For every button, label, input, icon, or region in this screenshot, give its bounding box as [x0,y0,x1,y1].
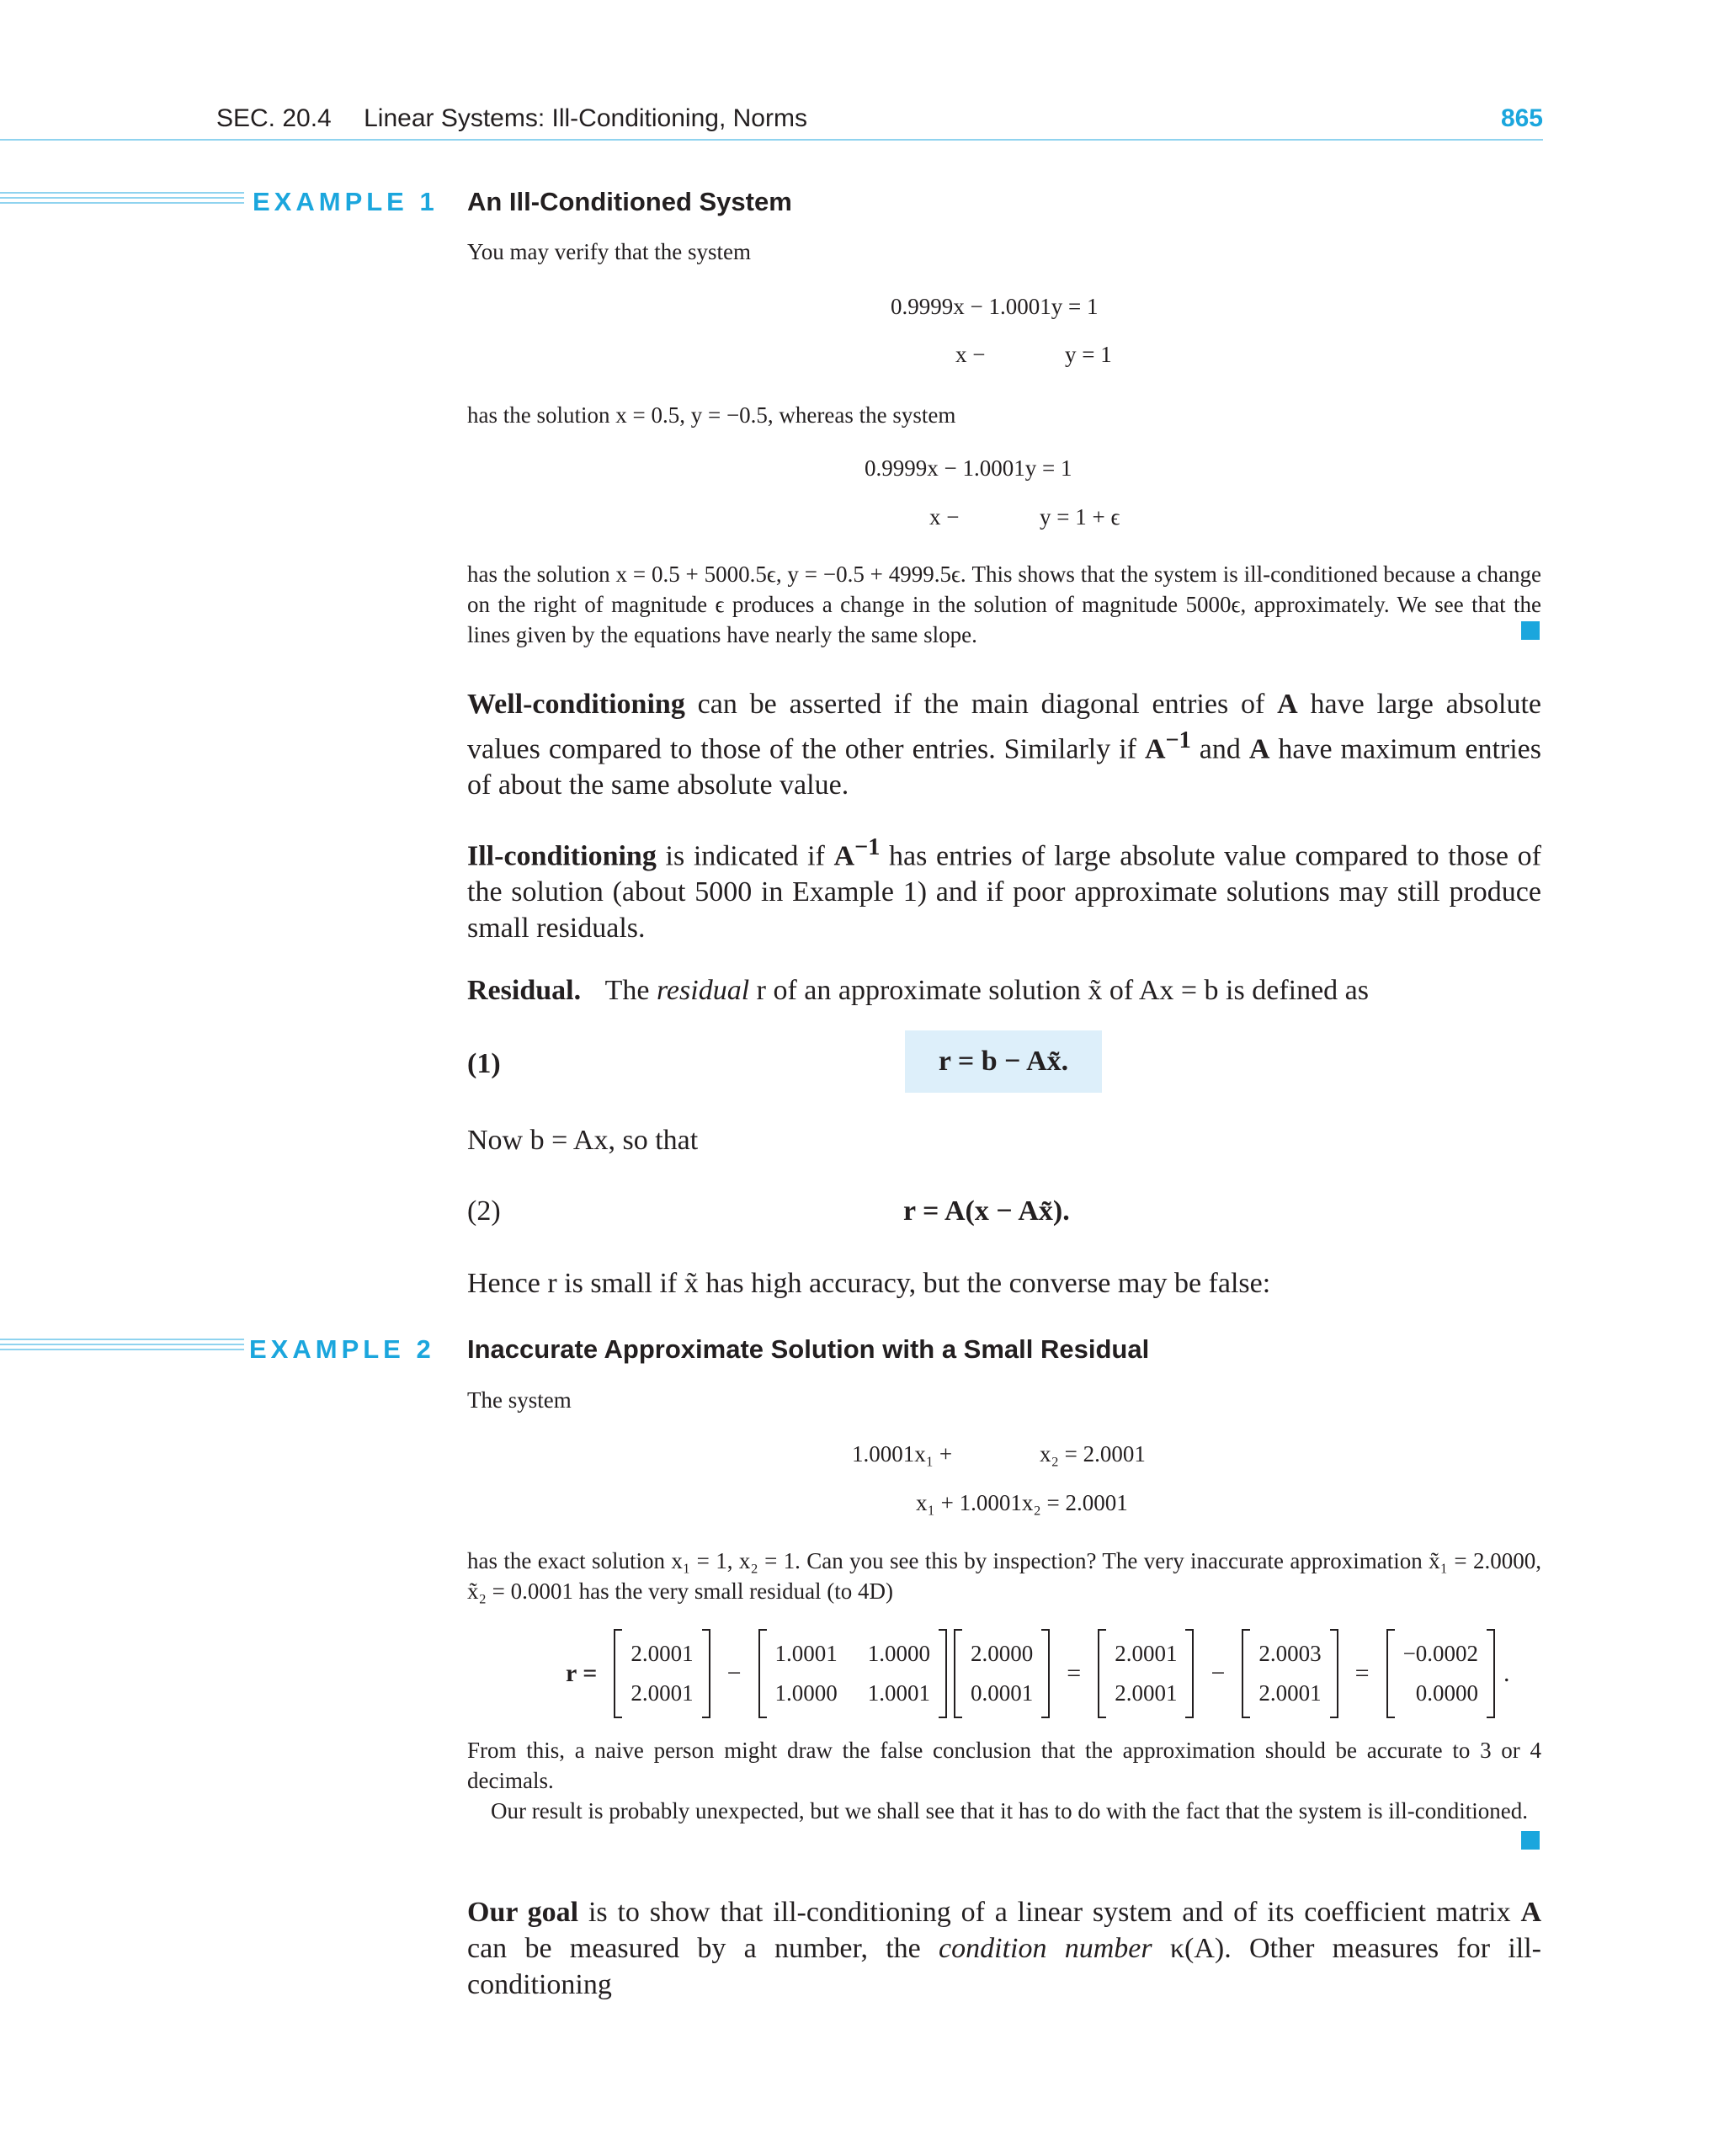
goal-term: Our goal [467,1897,579,1928]
text: and [1190,733,1249,765]
well-conditioning-paragraph [467,686,1541,803]
section-number: SEC. 20.4 [216,104,332,132]
matrix-cell: 2.0001 [1115,1680,1178,1706]
system2-equation-2-rhs: y = 1 + ϵ [1040,504,1120,530]
page-number: 865 [1500,104,1543,132]
matrix-cell: 1.0001 [774,1641,838,1666]
end-of-example-1-marker [1521,621,1540,640]
text: is indicated if [656,840,834,872]
equation-1-boxed: r = b − Ax̃. [905,1030,1102,1093]
matrix-A-inverse: A [833,840,855,872]
residual-italic: residual [656,975,750,1006]
text: The [604,975,657,1006]
matrix-A: A [1520,1897,1541,1928]
example2-equation-1-rhs: x₂ = 2.0001 [1040,1441,1146,1467]
example-2-after-1: From this, a naive person might draw the false conclusion that the approximation should be accurate to 3 or 4 decimals. [467,1738,1541,1793]
matrix-cell: 2.0000 [971,1641,1034,1666]
residual-matrix-equation [566,1629,1524,1718]
equation-2: r = A(x − Ax̃). [903,1195,1070,1227]
text: can be asserted if the main diagonal entries of [684,689,1278,720]
example-1-label: EXAMPLE 1 [253,187,439,216]
matrix-cell: 2.0001 [1115,1641,1178,1666]
vector-b-2 [1098,1629,1194,1718]
text: r of an approximate solution x̃ of Ax = b is defined as [749,975,1370,1006]
system1-equation-2-rhs: y = 1 [1065,342,1112,367]
example-1-title: An Ill-Conditioned System [467,187,792,216]
condition-number-italic: condition number [939,1933,1152,1964]
system1-equation-1: 0.9999x − 1.0001y = 1 [891,294,1099,319]
vector-x-tilde [954,1629,1050,1718]
matrix-cell: 1.0000 [867,1641,931,1666]
example-2-title: Inaccurate Approximate Solution with a Small Residual [467,1334,1150,1364]
text: κ(A). Other measures for ill-conditioning [467,1933,1541,2000]
example-2-intro: The system [467,1387,572,1413]
equation-1-number: (1) [467,1048,501,1079]
matrix-cell: 2.0003 [1258,1641,1322,1666]
matrix-cell: −0.0002 [1402,1641,1479,1666]
example-1-intro: You may verify that the system [467,239,751,264]
now-text: Now b = Ax, so that [467,1125,699,1156]
text: have maximum entries of about the same absolute value. [467,733,1542,801]
example-2-rules [0,1339,244,1355]
matrix-A: A [1277,689,1298,720]
residual-definition [467,972,1369,1009]
system2-equation-2-lhs: x − [929,504,960,530]
r-label: r = [566,1659,598,1687]
text: can be measured by a number, the [467,1933,939,1964]
text: is to show that ill-conditioning of a linear system and of its coefficient matrix [578,1897,1521,1928]
matrix-cell: 0.0000 [1415,1680,1479,1706]
example2-equation-2: x₁ + 1.0001x₂ = 2.0001 [916,1490,1128,1515]
text: have large absolute values compared to those of the other entries. Similarly if [467,689,1541,765]
minus-sign: − [726,1659,742,1687]
running-header [216,104,807,133]
matrix-cell: 0.0001 [971,1680,1034,1706]
text: has entries of large absolute value compared to those of the solution (about 5000 in Example 1) and if poor approximate solutions may still produce small residuals. [467,840,1541,945]
example-2-paragraph: has the exact solution x₁ = 1, x₂ = 1. Can you see this by inspection? The very inaccurate approximation x̃₁ = 2.0000, x̃₂ = 0.0001 has the very small residual (to 4D) [467,1548,1541,1604]
well-conditioning-term: Well-conditioning [467,689,685,720]
example-2-after-2: Our result is probably unexpected, but we shall see that it has to do with the fact that the system is ill-conditioned. [491,1798,1528,1823]
matrix-cell: 2.0001 [631,1680,694,1706]
minus-sign: − [1211,1659,1226,1687]
period: . [1503,1659,1510,1687]
matrix-cell: 2.0001 [1258,1680,1322,1706]
section-title: Linear Systems: Ill-Conditioning, Norms [364,104,807,132]
header-rule [0,139,1543,141]
system1-equation-2-lhs: x − [955,342,986,367]
superscript: −1 [854,834,881,860]
matrix-cell: 2.0001 [631,1641,694,1666]
example-2-label: EXAMPLE 2 [249,1334,435,1364]
example2-equation-1-lhs: 1.0001x₁ + [852,1441,953,1467]
superscript: −1 [1165,727,1191,753]
ill-conditioning-paragraph [467,829,1541,946]
ill-conditioning-term: Ill-conditioning [467,840,657,872]
equals-sign: = [1354,1659,1370,1687]
vector-Ax-tilde [1242,1629,1338,1718]
equals-sign: = [1067,1659,1082,1687]
equation-2-number: (2) [467,1195,501,1227]
end-of-example-2-marker [1521,1831,1540,1850]
matrix-cell: 1.0000 [774,1680,838,1706]
hence-text: Hence r is small if x̃ has high accuracy, but the converse may be false: [467,1268,1271,1299]
matrix-A [758,1629,948,1718]
matrix-A-inverse: A [1144,733,1166,765]
residual-term: Residual. [467,975,582,1006]
vector-b [614,1629,710,1718]
matrix-cell: 1.0001 [867,1680,931,1706]
example-1-between-text: has the solution x = 0.5, y = −0.5, whereas the system [467,402,956,428]
vector-residual [1386,1629,1495,1718]
example-1-conclusion: has the solution x = 0.5 + 5000.5ϵ, y = −0.5 + 4999.5ϵ. This shows that the system is ill-conditioned because a change on the right of magnitude ϵ produces a change in the solution of magnitude 5000ϵ, approximately. We see that the lines given by the equations have nearly the same slope. [467,562,1541,647]
goal-paragraph [467,1894,1541,2003]
example-1-rules [0,192,244,209]
system2-equation-1: 0.9999x − 1.0001y = 1 [865,455,1072,481]
matrix-A: A [1248,733,1270,765]
